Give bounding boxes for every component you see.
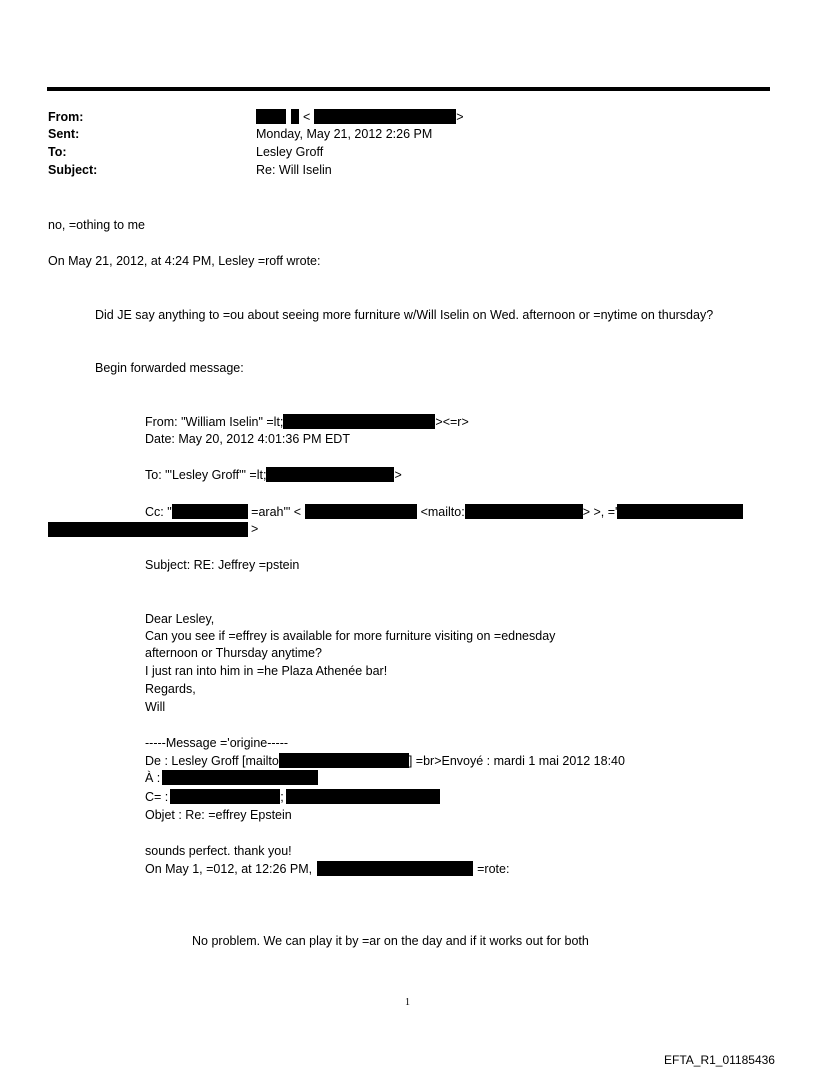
sent-value: Monday, May 21, 2012 2:26 PM xyxy=(256,127,433,141)
begin-forwarded: Begin forwarded message: xyxy=(95,361,244,375)
origin-c-sep: ; xyxy=(280,790,284,804)
origin-c-label: C= : xyxy=(145,790,169,804)
origin-on-may-suffix: =rote: xyxy=(477,862,510,876)
redaction xyxy=(279,753,409,768)
origin-a-line xyxy=(145,770,318,786)
redaction xyxy=(314,109,456,124)
to-label: To: xyxy=(48,145,67,159)
origin-separator: -----Message ='origine----- xyxy=(145,736,289,750)
fwd-cc-mid3: > >, =' xyxy=(582,505,618,519)
redaction xyxy=(286,789,440,804)
fwd-from-line xyxy=(145,414,469,430)
redaction xyxy=(48,522,248,537)
redaction xyxy=(317,861,473,876)
fwd-line3: I just ran into him in =he Plaza Athenée bar! xyxy=(145,664,388,678)
origin-on-may-prefix: On May 1, =012, at 12:26 PM, xyxy=(145,862,313,876)
origin-de-line xyxy=(145,753,625,769)
fwd-cc-prefix: Cc: " xyxy=(145,505,172,519)
redaction xyxy=(617,504,743,519)
from-value xyxy=(256,109,464,125)
from-gt: > xyxy=(456,110,464,124)
fwd-cc-line2-suffix: > xyxy=(251,522,259,536)
origin-de-suffix: ] =br>Envoyé : mardi 1 mai 2012 18:40 xyxy=(408,754,625,768)
to-value: Lesley Groff xyxy=(256,145,324,159)
redaction xyxy=(172,504,248,519)
origin-no-problem: No problem. We can play it by =ar on the day and if it works out for both xyxy=(192,934,589,948)
on-wrote-line: On May 21, 2012, at 4:24 PM, Lesley =roff wrote: xyxy=(48,254,321,268)
fwd-signature: Will xyxy=(145,700,166,714)
fwd-date-line: Date: May 20, 2012 4:01:36 PM EDT xyxy=(145,432,350,446)
origin-c-line xyxy=(145,789,440,805)
redaction xyxy=(256,109,286,124)
redaction xyxy=(291,109,299,124)
fwd-line1: Can you see if =effrey is available for more furniture visiting on =ednesday xyxy=(145,629,556,643)
fwd-cc-line xyxy=(145,504,743,520)
subject-value: Re: Will Iselin xyxy=(256,163,332,177)
redaction xyxy=(465,504,583,519)
origin-sounds-perfect: sounds perfect. thank you! xyxy=(145,844,292,858)
origin-objet: Objet : Re: =effrey Epstein xyxy=(145,808,292,822)
redaction xyxy=(170,789,280,804)
fwd-regards: Regards, xyxy=(145,682,196,696)
fwd-line2: afternoon or Thursday anytime? xyxy=(145,646,322,660)
from-label: From: xyxy=(48,110,84,124)
sent-label: Sent: xyxy=(48,127,80,141)
fwd-to-prefix: To: "'Lesley Groff'" =lt; xyxy=(145,468,267,482)
fwd-from-prefix: From: "William Iselin" =lt; xyxy=(145,415,284,429)
question-line: Did JE say anything to =ou about seeing more furniture w/Will Iselin on Wed. afternoon or =nytime on thursday? xyxy=(95,308,714,322)
origin-de-prefix: De : Lesley Groff [mailto xyxy=(145,754,279,768)
origin-a-label: À : xyxy=(145,771,161,785)
fwd-to-line xyxy=(145,467,402,483)
from-lt: < xyxy=(302,110,311,124)
origin-on-may-line xyxy=(145,861,509,877)
bates-number: EFTA_R1_01185436 xyxy=(664,1053,775,1067)
fwd-subject-line: Subject: RE: Jeffrey =pstein xyxy=(145,558,300,572)
subject-label: Subject: xyxy=(48,163,98,177)
redaction xyxy=(266,467,394,482)
fwd-cc-mid1: =arah'" < xyxy=(251,505,302,519)
reply-line: no, =othing to me xyxy=(48,218,145,232)
header-rule xyxy=(47,87,770,91)
fwd-from-suffix: ><=r> xyxy=(435,415,469,429)
redaction xyxy=(305,504,417,519)
redaction xyxy=(283,414,435,429)
page-number: 1 xyxy=(405,997,410,1008)
redaction xyxy=(162,770,318,785)
fwd-greeting: Dear Lesley, xyxy=(145,612,215,626)
fwd-to-suffix: > xyxy=(394,468,402,482)
fwd-cc-mid2: <mailto: xyxy=(420,505,465,519)
